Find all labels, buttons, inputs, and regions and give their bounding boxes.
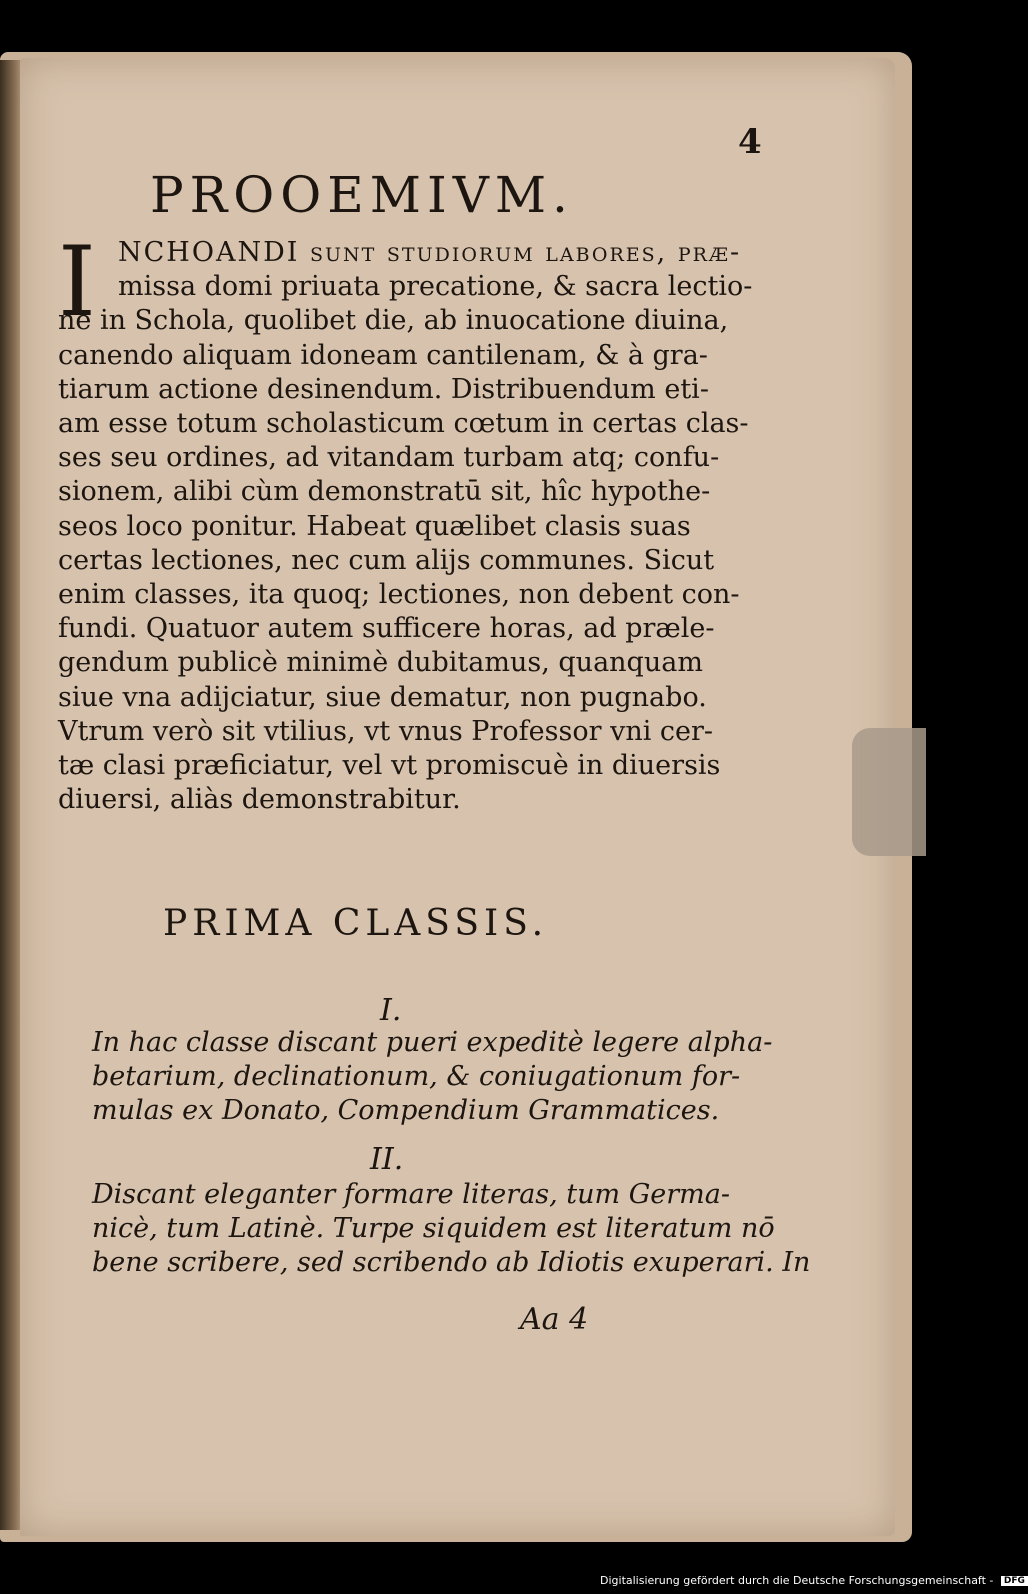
rule-text xyxy=(92,1026,772,1128)
paragraph-line: canendo aliquam idoneam cantilenam, & à gra- xyxy=(58,339,708,371)
paragraph-line: ses seu ordines, ad vitandam turbam atq; confu- xyxy=(58,442,720,474)
catchword: Aa 4 xyxy=(520,1302,589,1337)
paragraph-line: tiarum actione desinendum. Distribuendum eti- xyxy=(58,373,709,405)
paragraph-line: siue vna adijciatur, siue dematur, non pugnabo. xyxy=(58,681,707,713)
rule-numeral: II. xyxy=(370,1142,404,1177)
rule-line: betarium, declinationum, & coniugationum for- xyxy=(92,1061,741,1092)
rule-numeral: I. xyxy=(380,993,402,1028)
rule-line: mulas ex Donato, Compendium Grammatices. xyxy=(92,1095,720,1126)
page-heading: PROOEMIVM. xyxy=(150,166,574,224)
dfg-logo-icon: DFG xyxy=(1001,1576,1028,1586)
paragraph-line: gendum publicè minimè dubitamus, quanquam xyxy=(58,647,703,679)
drop-capital: I xyxy=(58,226,96,338)
paragraph-line: enim classes, ita quoq; lectiones, non debent con- xyxy=(58,579,740,611)
paragraph-line: seos loco ponitur. Habeat quælibet clasis suas xyxy=(58,510,691,542)
paragraph-line: fundi. Quatuor autem sufficere horas, ad præle- xyxy=(58,613,715,645)
rule-text xyxy=(92,1178,811,1280)
section-title: PRIMA CLASSIS. xyxy=(163,903,549,944)
rule-line: Discant eleganter formare literas, tum Germa- xyxy=(92,1179,731,1210)
rule-line: In hac classe discant pueri expeditè legere alpha- xyxy=(92,1027,773,1058)
paragraph-line: NCHOANDI sunt studiorum labores, præ- xyxy=(118,237,742,268)
paragraph-line: am esse totum scholasticum cœtum in certas clas- xyxy=(58,408,749,440)
paragraph-line: ne in Schola, quolibet die, ab inuocatione diuina, xyxy=(58,305,729,337)
credit-text: Digitalisierung gefördert durch die Deutsche Forschungsgemeinschaft - xyxy=(600,1574,994,1587)
paragraph-line: sionem, alibi cùm demonstratū sit, hîc hypothe- xyxy=(58,476,711,508)
paragraph-line: tæ clasi præficiatur, vel vt promiscuè in diuersis xyxy=(58,750,721,782)
paragraph-line: certas lectiones, nec cum alijs communes. Sicut xyxy=(58,544,715,576)
digitization-credit xyxy=(600,1574,1028,1587)
paragraph-line: Vtrum verò sit vtilius, vt vnus Professor vni cer- xyxy=(58,715,714,747)
page-number: 4 xyxy=(738,122,762,162)
paragraph-line: missa domi priuata precatione, & sacra lectio- xyxy=(118,271,753,303)
rule-line: bene scribere, sed scribendo ab Idiotis exuperari. In xyxy=(92,1247,811,1278)
rule-line: nicè, tum Latinè. Turpe siquidem est literatum nō xyxy=(92,1213,775,1244)
prooemium-paragraph xyxy=(58,226,768,817)
page-text xyxy=(20,58,895,1536)
paragraph-line: diuersi, aliàs demonstrabitur. xyxy=(58,784,461,816)
